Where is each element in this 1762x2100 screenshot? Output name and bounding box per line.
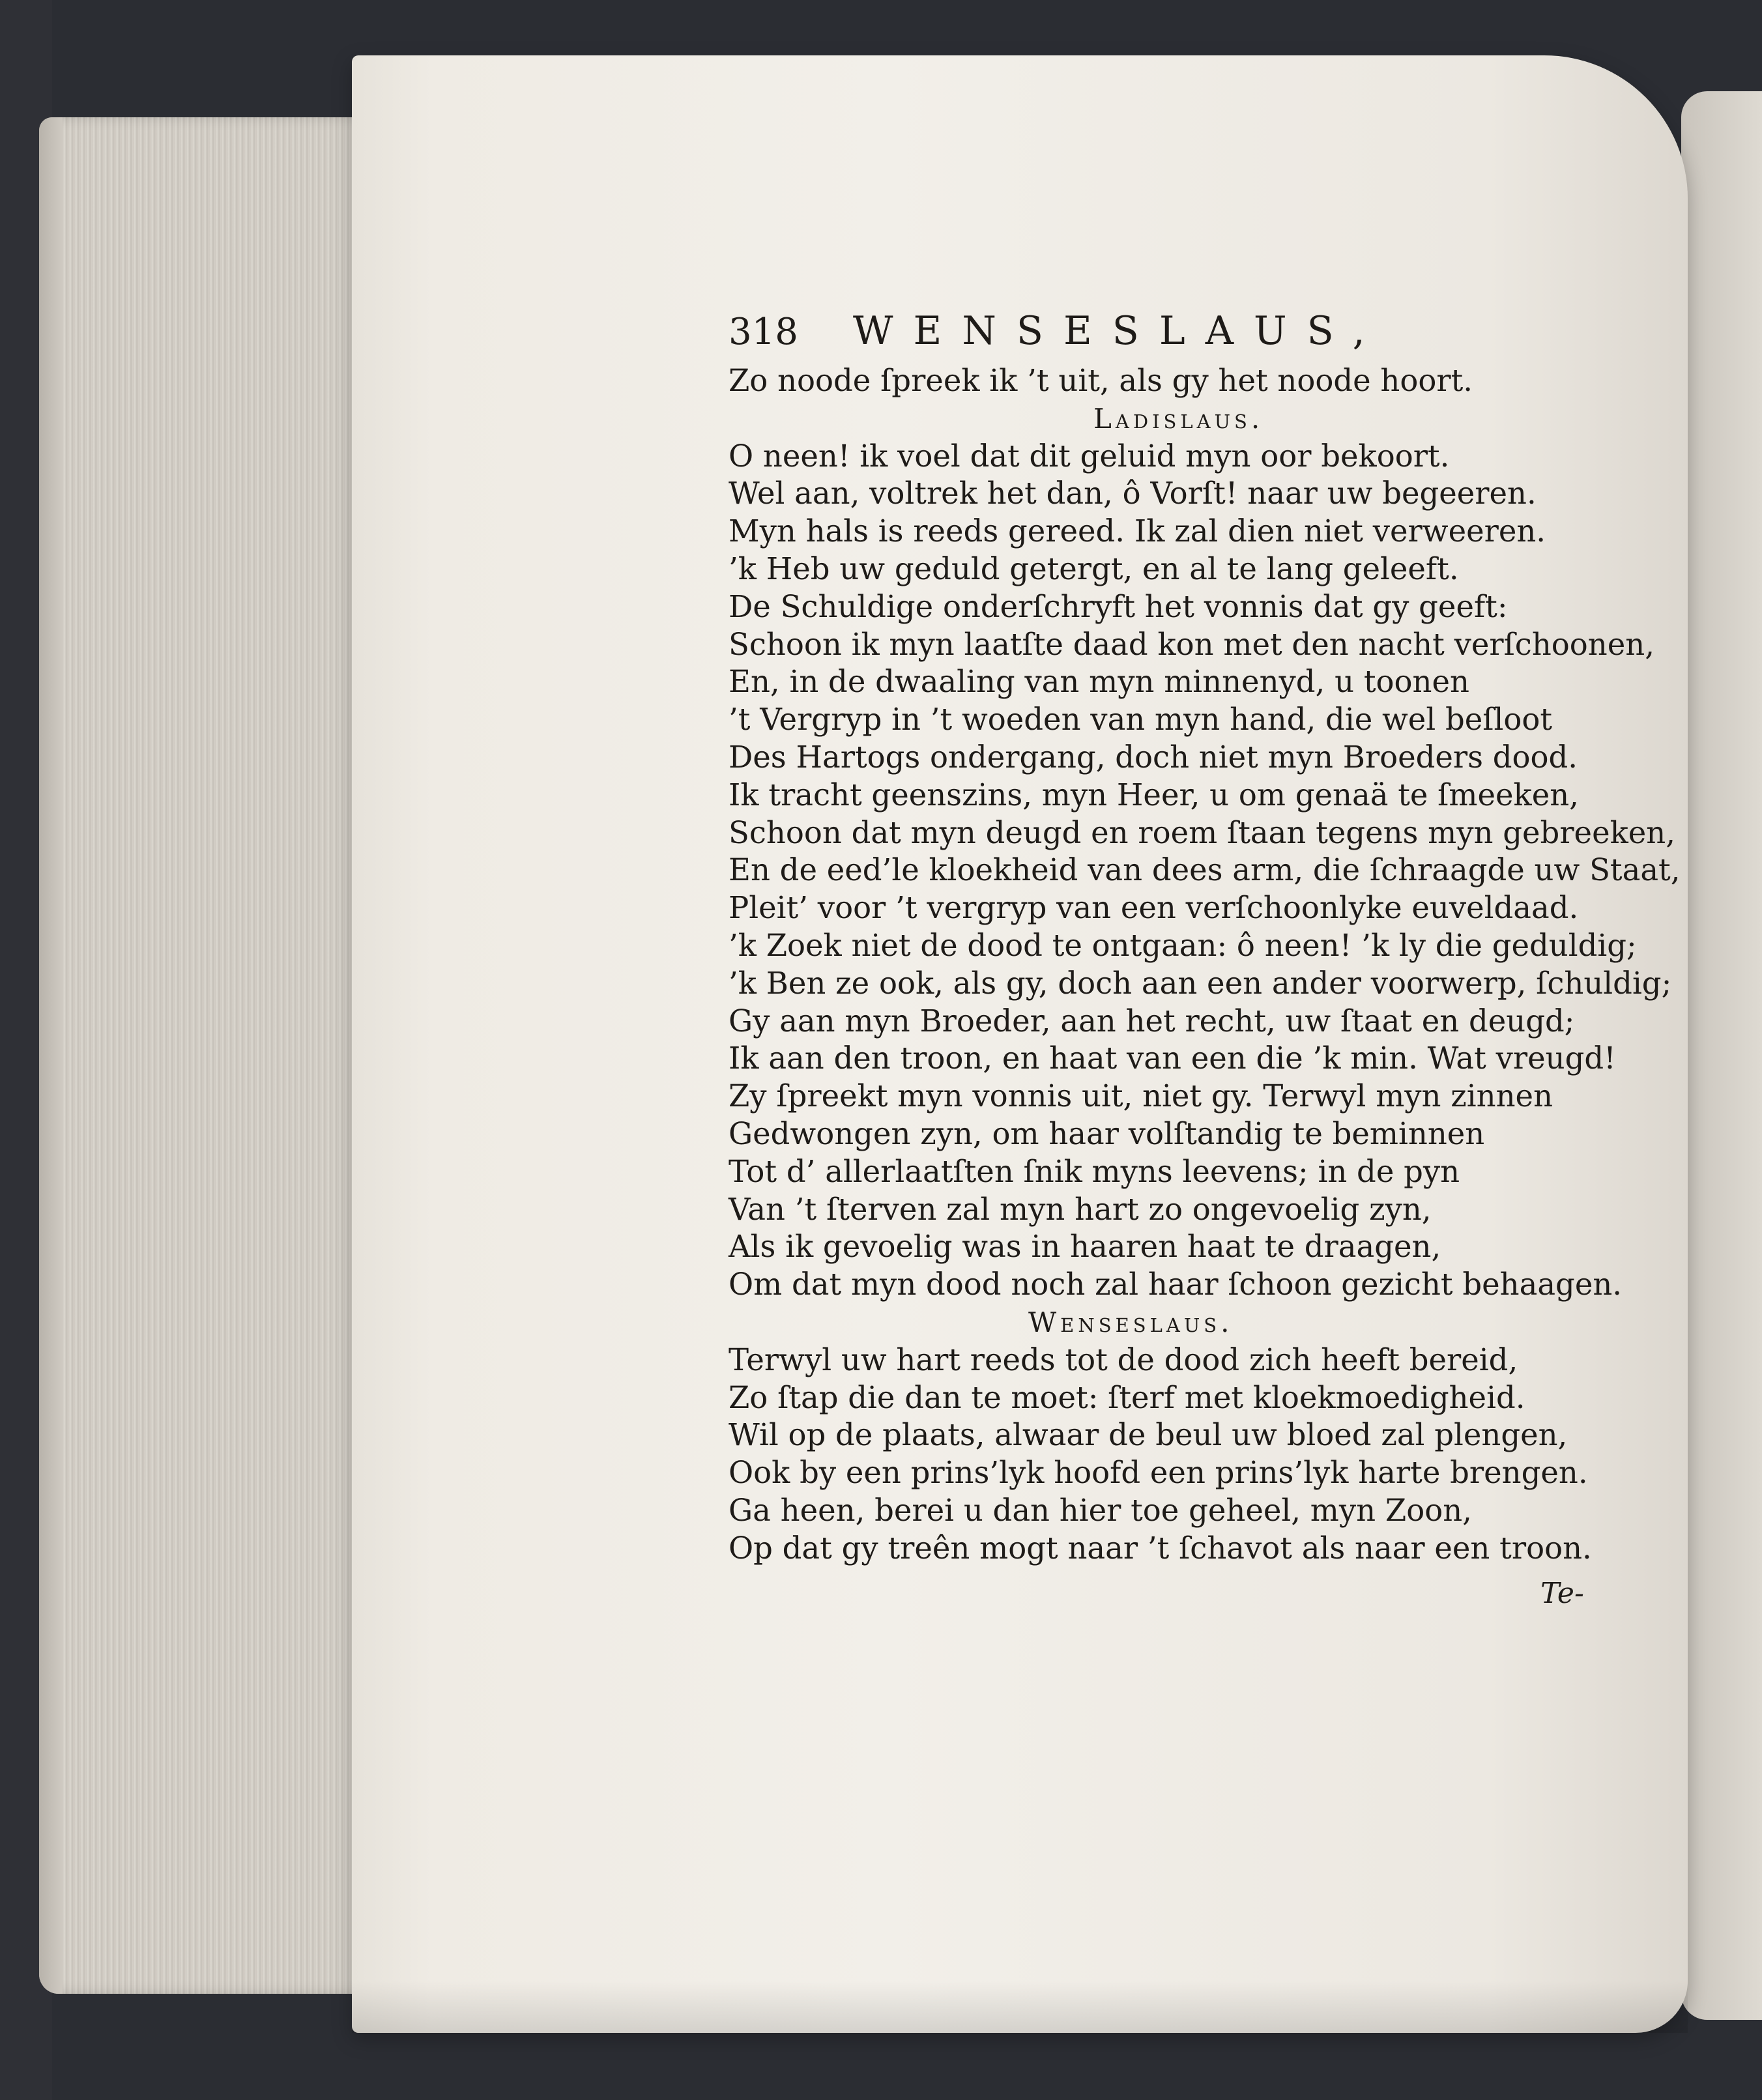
verse-line: Schoon ik myn laatſte daad kon met den nacht verſchoonen, — [729, 626, 1654, 662]
page-edges-stack — [39, 117, 365, 1994]
running-head — [729, 300, 1550, 362]
page-shadow — [352, 1981, 1688, 2033]
verse-line: Tot d’ allerlaatſten ſnik myns leevens; in de pyn — [729, 1153, 1460, 1189]
verse-line: Als ik gevoelig was in haaren haat te draagen, — [729, 1229, 1441, 1265]
verse-line: Terwyl uw hart reeds tot de dood zich heeft bereid, — [729, 1342, 1518, 1377]
verse-line: De Schuldige onderſchryft het vonnis dat gy geeft: — [729, 588, 1508, 624]
verse-line: Van ’t ſterven zal myn hart zo ongevoelig zyn, — [729, 1191, 1432, 1227]
verse-line: En de eed’le kloekheid van dees arm, die ſchraagde uw Staat, — [729, 852, 1681, 888]
verse-line: Des Hartogs ondergang, doch niet myn Broeders dood. — [729, 739, 1578, 775]
catchword: Te- — [1540, 1577, 1584, 1610]
running-title: WENSESLAUS, — [852, 308, 1385, 354]
book-fore-edge — [39, 117, 63, 1994]
verse-line: Ga heen, berei u dan hier toe geheel, myn Zoon, — [729, 1492, 1472, 1528]
verse-line: Op dat gy treên mogt naar ’t ſchavot als naar een troon. — [729, 1530, 1592, 1566]
verse-line: Gy aan myn Broeder, aan het recht, uw ſtaat en deugd; — [729, 1003, 1575, 1039]
verse-line: Myn hals is reeds gereed. Ik zal dien niet verweeren. — [729, 513, 1546, 549]
speaker-heading: Ladislaus. — [1093, 402, 1264, 435]
facing-page-edge — [1681, 91, 1762, 2020]
verse-line: Wel aan, voltrek het dan, ô Vorſt! naar uw begeeren. — [729, 476, 1537, 511]
verse-line: Zy ſpreekt myn vonnis uit, niet gy. Terwyl myn zinnen — [729, 1078, 1553, 1114]
verse-line: Ook by een prins’lyk hoofd een prins’lyk harte brengen. — [729, 1455, 1588, 1491]
verse-line: Wil op de plaats, alwaar de beul uw bloed zal plengen, — [729, 1417, 1568, 1453]
verse-line: Pleit’ voor ’t vergryp van een verſchoonlyke euveldaad. — [729, 890, 1579, 926]
verse-line: ’k Heb uw geduld getergt, en al te lang geleeft. — [729, 551, 1459, 586]
page-text-block — [729, 300, 1681, 1568]
speaker-heading: Wenseslaus. — [1028, 1306, 1234, 1338]
verse-line: ’k Ben ze ook, als gy, doch aan een ander voorwerp, ſchuldig; — [729, 965, 1672, 1001]
page-number: 318 — [729, 311, 798, 353]
verse-line: Om dat myn dood noch zal haar ſchoon gezicht behaagen. — [729, 1267, 1623, 1302]
verse-line: O neen! ik voel dat dit geluid myn oor bekoort. — [729, 438, 1450, 474]
verse-line: Gedwongen zyn, om haar volſtandig te beminnen — [729, 1115, 1485, 1151]
verse-line: ’t Vergryp in ’t woeden van myn hand, die wel beſloot — [729, 702, 1553, 738]
verse-line: ’k Zoek niet de dood te ontgaan: ô neen! ’k ly die geduldig; — [729, 927, 1637, 963]
verse-line: Schoon dat myn deugd en roem ſtaan tegens myn gebreeken, — [729, 814, 1676, 850]
verse-line: Zo noode ſpreek ik ’t uit, als gy het noode hoort. — [729, 363, 1473, 398]
verse-line: En, in de dwaaling van myn minnenyd, u toonen — [729, 664, 1469, 700]
verse-line: Ik tracht geenszins, myn Heer, u om genaä te ſmeeken, — [729, 777, 1579, 813]
verse-line: Ik aan den troon, en haat van een die ’k min. Wat vreugd! — [729, 1041, 1616, 1076]
verse-line: Zo ſtap die dan te moet: ſterf met kloekmoedigheid. — [729, 1379, 1525, 1415]
